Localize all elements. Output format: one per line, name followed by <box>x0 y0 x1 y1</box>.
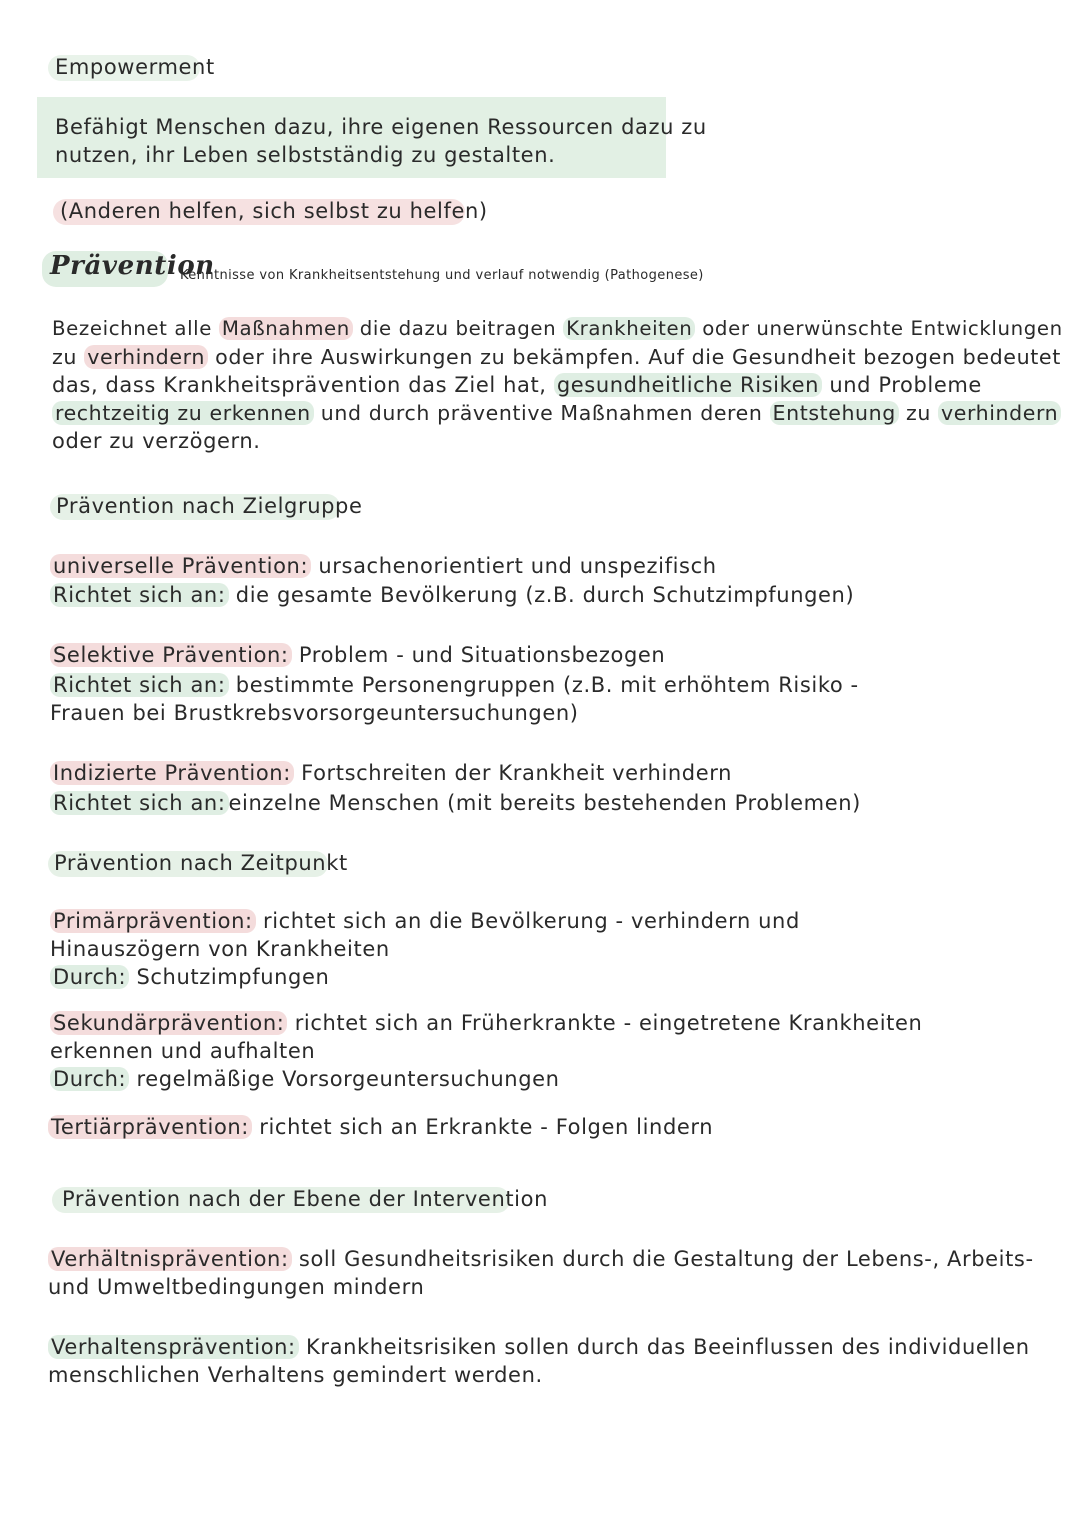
indizierte-richtet-sich-an: Richtet sich an: einzelne Menschen (mit bereits bestehenden Problemen) <box>50 789 861 817</box>
zielgruppe-heading: Prävention nach Zielgruppe <box>56 494 363 518</box>
universelle-praevention: universelle Prävention: ursachenorientiert und unspezifisch <box>50 552 717 580</box>
sekundaerpraevention-line2: erkennen und aufhalten <box>50 1039 316 1063</box>
praevention-def-line4: rechtzeitig zu erkennen und durch präventive Maßnahmen deren Entstehung zu verhindern <box>52 399 1061 427</box>
sekundaerpraevention-durch: Durch: regelmäßige Vorsorgeuntersuchungen <box>50 1065 560 1093</box>
verhaltenspraevention: Verhaltensprävention: Krankheitsrisiken sollen durch das Beeinflussen des individuellen <box>48 1333 1030 1361</box>
universelle-richtet-sich-an: Richtet sich an: die gesamte Bevölkerung (z.B. durch Schutzimpfungen) <box>50 581 854 609</box>
verhaeltnispraevention: Verhältnisprävention: soll Gesundheitsrisiken durch die Gestaltung der Lebens-, Arbeits- <box>48 1245 1034 1273</box>
primaerpraevention: Primärprävention: richtet sich an die Bevölkerung - verhindern und <box>50 907 800 935</box>
indizierte-praevention: Indizierte Prävention: Fortschreiten der Krankheit verhindern <box>50 759 732 787</box>
praevention-def-line3: das, dass Krankheitsprävention das Ziel hat, gesundheitliche Risiken und Probleme <box>52 373 982 397</box>
zeitpunkt-heading: Prävention nach Zeitpunkt <box>54 851 348 875</box>
primaerpraevention-durch: Durch: Schutzimpfungen <box>50 963 329 991</box>
selektive-richtet-sich-an: Richtet sich an: bestimmte Personengruppen (z.B. mit erhöhtem Risiko - <box>50 671 859 699</box>
verhaeltnispraevention-line2: und Umweltbedingungen mindern <box>48 1275 425 1299</box>
empowerment-definition-line2: nutzen, ihr Leben selbstständig zu gestalten. <box>55 143 556 167</box>
selektive-praevention: Selektive Prävention: Problem - und Situationsbezogen <box>50 641 665 669</box>
ebene-heading: Prävention nach der Ebene der Intervention <box>62 1187 548 1211</box>
verhaltenspraevention-line2: menschlichen Verhaltens gemindert werden. <box>48 1363 543 1387</box>
praevention-title: Prävention <box>50 251 215 281</box>
tertiaerpraevention: Tertiärprävention: richtet sich an Erkrankte - Folgen lindern <box>48 1113 713 1141</box>
praevention-def-line5: oder zu verzögern. <box>52 429 261 453</box>
praevention-def-line1: Bezeichnet alle Maßnahmen die dazu beitragen Krankheiten oder unerwünschte Entwicklungen <box>52 317 1063 340</box>
selektive-richtet-sich-an-line2: Frauen bei Brustkrebsvorsorgeuntersuchungen) <box>50 701 579 725</box>
primaerpraevention-line2: Hinauszögern von Krankheiten <box>50 937 390 961</box>
empowerment-definition-line1: Befähigt Menschen dazu, ihre eigenen Ressourcen dazu zu <box>55 115 707 139</box>
praevention-def-line2: zu verhindern oder ihre Auswirkungen zu bekämpfen. Auf die Gesundheit bezogen bedeutet <box>52 345 1061 369</box>
empowerment-heading: Empowerment <box>55 55 215 79</box>
praevention-subtitle: Kenntnisse von Krankheitsentstehung und verlauf notwendig (Pathogenese) <box>180 268 704 283</box>
empowerment-note: (Anderen helfen, sich selbst zu helfen) <box>60 199 488 223</box>
sekundaerpraevention: Sekundärprävention: richtet sich an Früherkrankte - eingetretene Krankheiten <box>50 1009 922 1037</box>
